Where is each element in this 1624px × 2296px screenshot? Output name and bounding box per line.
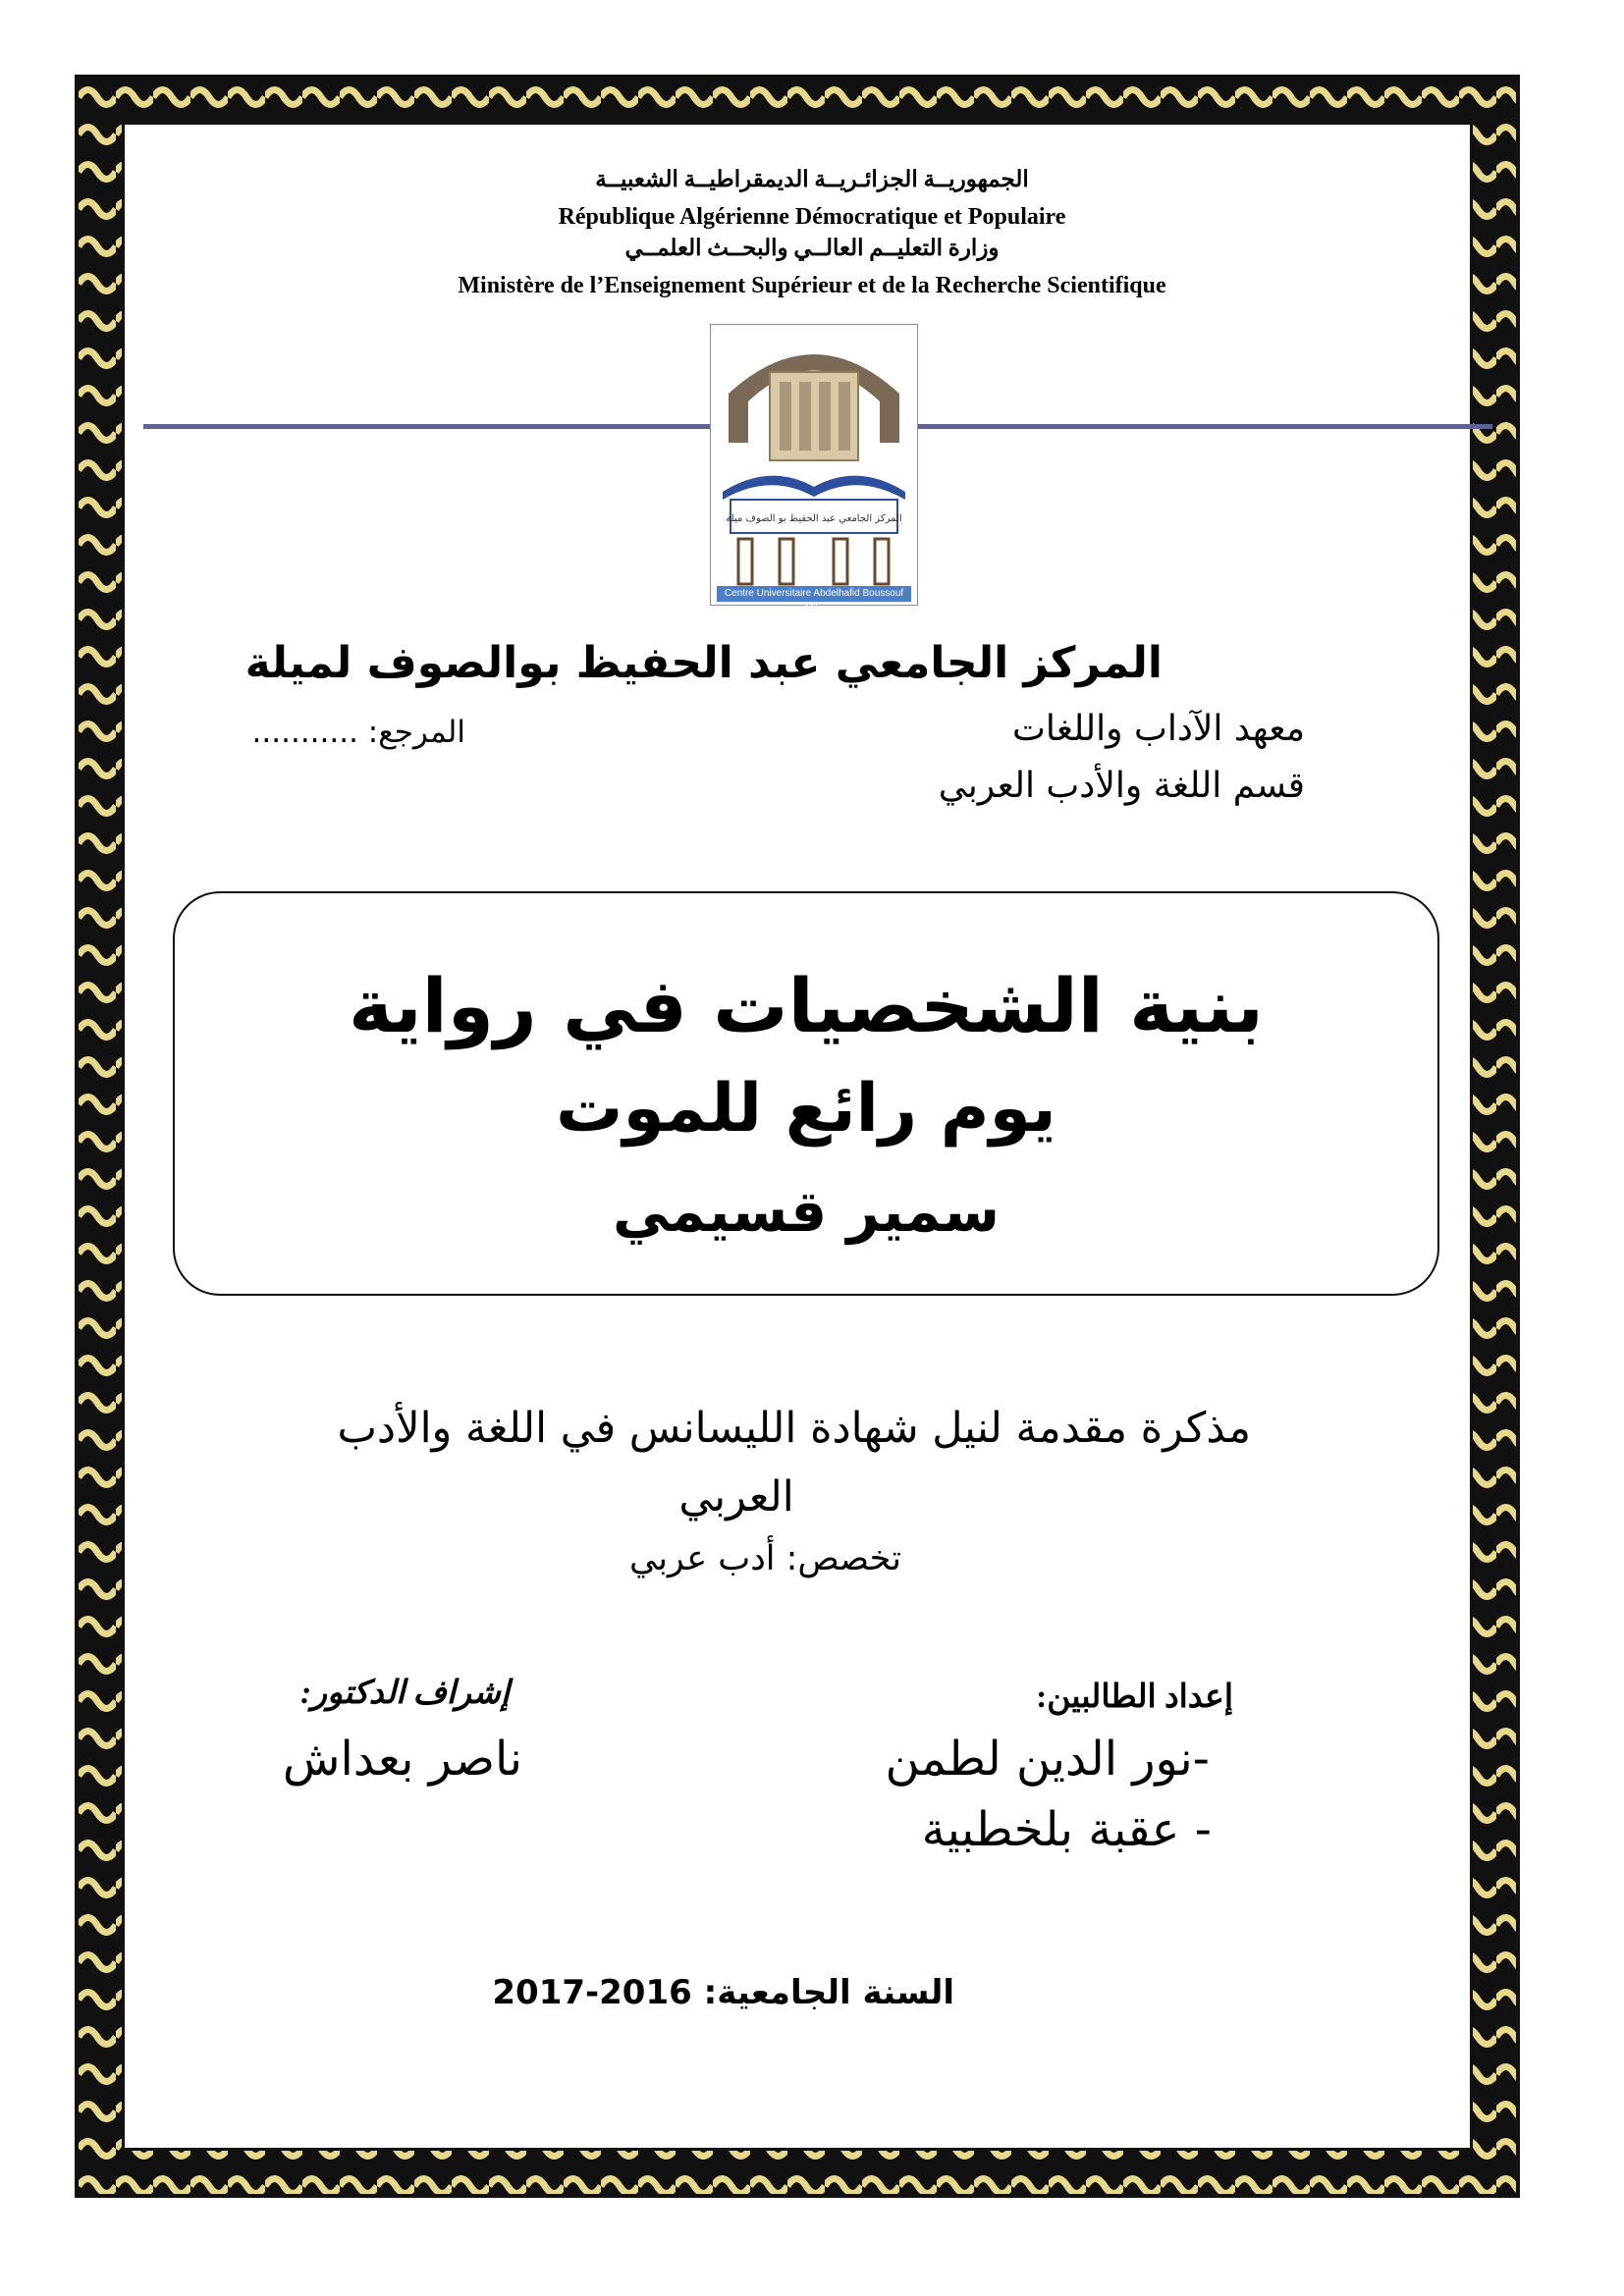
- institution-name: المركز الجامعي عبد الحفيظ بوالصوف لميلة: [244, 638, 1163, 688]
- degree-line2: العربي: [678, 1472, 794, 1522]
- department-name: قسم اللغة والأدب العربي: [938, 766, 1305, 806]
- student-name-1: -نور الدين لطمن: [885, 1732, 1210, 1787]
- supervisor-name: ناصر بعداش: [282, 1732, 522, 1787]
- degree-line1: مذكرة مقدمة لنيل شهادة الليسانس في اللغة والأدب: [337, 1404, 1251, 1453]
- republic-arabic: الجمهوريــة الجزائـريــة الديمقراطيــة الشعبيــة: [595, 167, 1029, 191]
- republic-french: République Algérienne Démocratique et Populaire: [558, 204, 1066, 230]
- supervisor-label: إشراف الدكتور:: [300, 1676, 510, 1711]
- students-label: إعداد الطالبين:: [1036, 1680, 1233, 1715]
- ministry-arabic: وزارة التعليــم العالــي والبحــث العلمــي: [624, 236, 1000, 260]
- logo-book-text: المركز الجامعي عبد الحفيظ بو الصوف ميلة: [726, 513, 902, 524]
- novel-author: سمير قسيمي: [612, 1178, 1001, 1245]
- student-name-2: - عقبة بلخطبية: [921, 1802, 1212, 1857]
- thesis-title-line2: يوم رائع للموت: [556, 1070, 1056, 1148]
- specialty: تخصص: أدب عربي: [629, 1539, 901, 1578]
- logo-emblem: [711, 325, 917, 605]
- thesis-title-line1: بنية الشخصيات في رواية: [349, 962, 1264, 1049]
- ministry-french: Ministère de l’Enseignement Supérieur et de la Recherche Scientifique: [458, 273, 1166, 298]
- university-logo: [710, 324, 918, 614]
- reference-number: المرجع: ...........: [251, 715, 465, 750]
- logo-caption: Centre Universitaire Abdelhafid Boussouf Mila: [724, 588, 904, 614]
- academic-year: السنة الجامعية: 2016-2017: [492, 1973, 954, 2012]
- institute-name: معهد الآداب واللغات: [1012, 709, 1305, 749]
